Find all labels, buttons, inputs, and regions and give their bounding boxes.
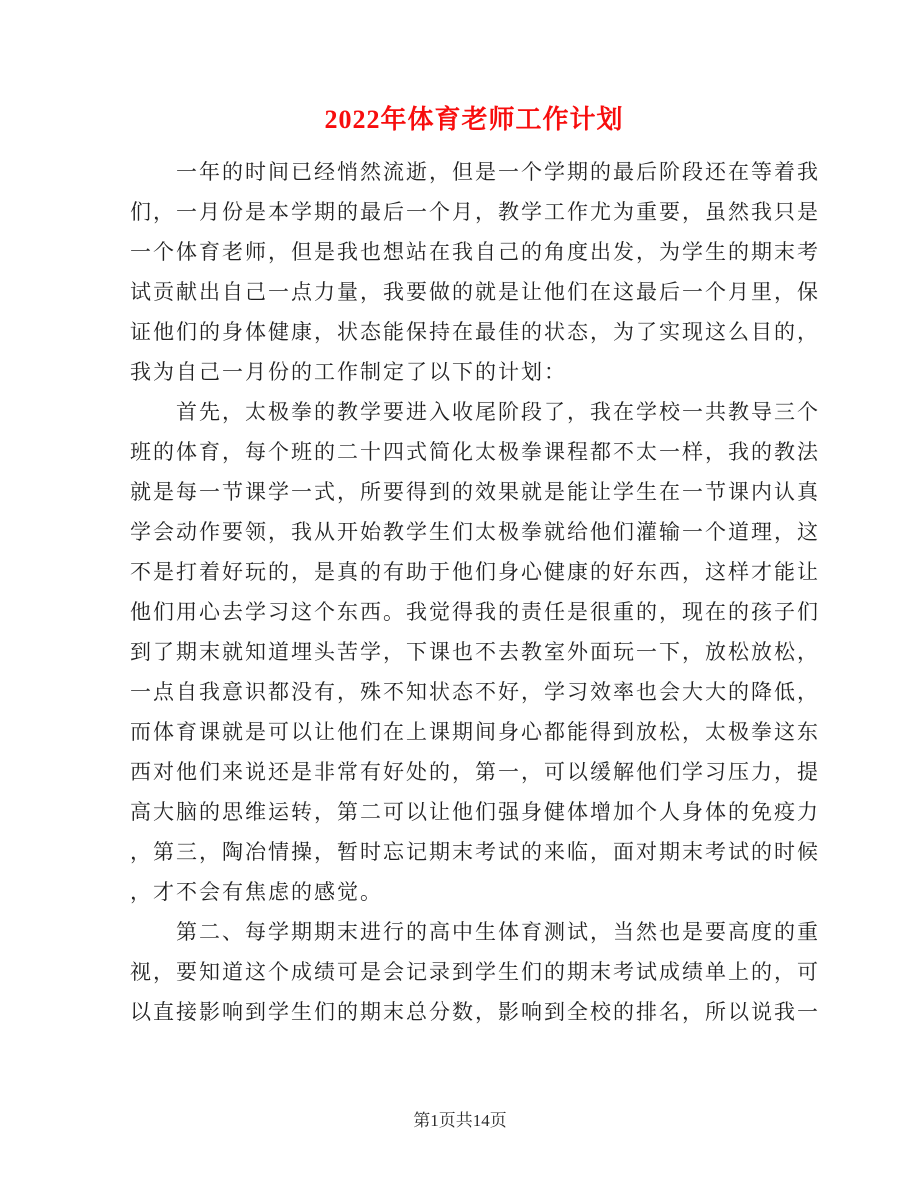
text-line: 高大脑的思维运转，第二可以让他们强身健体增加个人身体的免疫力: [130, 800, 818, 824]
text-line: 一年的时间已经悄然流逝，但是一个学期的最后阶段还在等着我: [176, 160, 818, 184]
text-line: ，才不会有焦虑的感觉。: [130, 880, 383, 904]
text-line: 们，一月份是本学期的最后一个月，教学工作尤为重要，虽然我只是: [130, 200, 818, 224]
text-line: 试贡献出自己一点力量，我要做的就是让他们在这最后一个月里，保: [130, 280, 818, 304]
text-line: 班的体育，每个班的二十四式简化太极拳课程都不太一样，我的教法: [130, 440, 818, 464]
document-body: [130, 152, 818, 1032]
text-line: 学会动作要领，我从开始教学生们太极拳就给他们灌输一个道理，这: [130, 520, 818, 544]
text-line: 我为自己一月份的工作制定了以下的计划：: [130, 360, 567, 384]
text-line: 一个体育老师，但是我也想站在我自己的角度出发，为学生的期末考: [130, 240, 818, 264]
document-title: 2022年体育老师工作计划: [324, 105, 624, 134]
text-line: 到了期末就知道埋头苦学，下课也不去教室外面玩一下，放松放松，: [130, 640, 818, 664]
page-number: 第1页共14页: [413, 1111, 507, 1130]
text-line: 他们用心去学习这个东西。我觉得我的责任是很重的，现在的孩子们: [130, 600, 818, 624]
page-footer: [0, 1110, 920, 1132]
text-line: 视，要知道这个成绩可是会记录到学生们的期末考试成绩单上的，可: [130, 960, 818, 984]
text-line: ，第三，陶冶情操，暂时忘记期末考试的来临，面对期末考试的时候: [130, 840, 818, 864]
text-line: 证他们的身体健康，状态能保持在最佳的状态，为了实现这么目的，: [130, 320, 818, 344]
text-line: 而体育课就是可以让他们在上课期间身心都能得到放松，太极拳这东: [130, 720, 818, 744]
text-line: 就是每一节课学一式，所要得到的效果就是能让学生在一节课内认真: [130, 480, 818, 504]
text-line: 首先，太极拳的教学要进入收尾阶段了，我在学校一共教导三个: [176, 400, 818, 424]
text-line: 以直接影响到学生们的期末总分数，影响到全校的排名，所以说我一: [130, 1000, 818, 1024]
text-line: 西对他们来说还是非常有好处的，第一，可以缓解他们学习压力，提: [130, 760, 818, 784]
text-line: 不是打着好玩的，是真的有助于他们身心健康的好东西，这样才能让: [130, 560, 818, 584]
text-line: 一点自我意识都没有，殊不知状态不好，学习效率也会大大的降低，: [130, 680, 818, 704]
text-line: 第二、每学期期末进行的高中生体育测试，当然也是要高度的重: [176, 920, 818, 944]
